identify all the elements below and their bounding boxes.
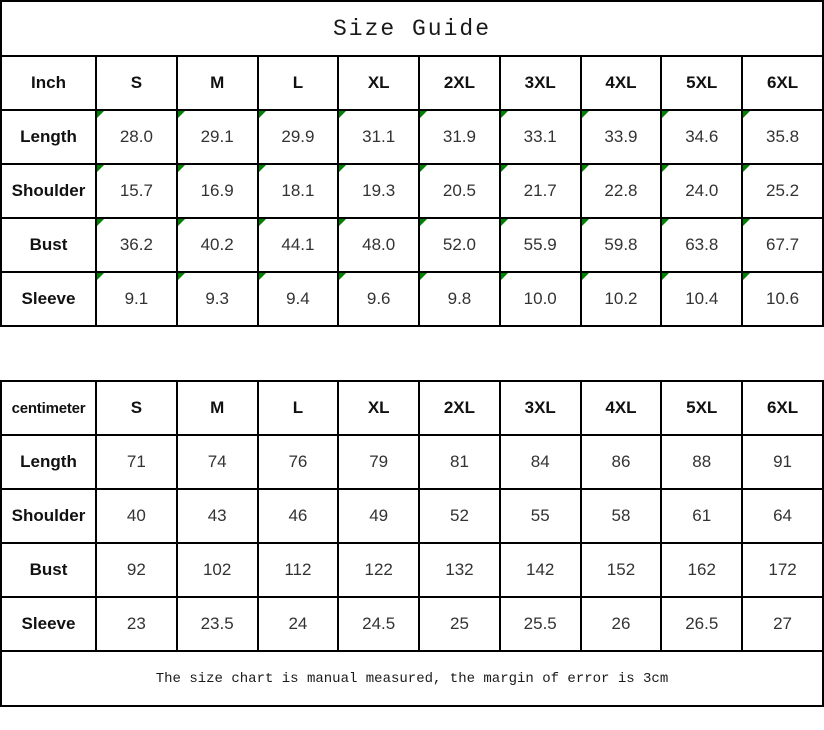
value-cell — [258, 218, 339, 272]
value-cell — [581, 164, 662, 218]
green-triangle-icon — [501, 219, 508, 226]
column-header: M — [177, 56, 258, 110]
value-cell — [338, 164, 419, 218]
cell-value: 29.1 — [200, 127, 234, 146]
row-label: Bust — [1, 218, 96, 272]
column-header: L — [258, 56, 339, 110]
green-triangle-icon — [259, 165, 266, 172]
cell-value: 52.0 — [442, 235, 476, 254]
value-cell: 81 — [419, 435, 500, 489]
green-triangle-icon — [420, 165, 427, 172]
cell-value: 31.1 — [362, 127, 396, 146]
inch-bust-row — [1, 218, 823, 272]
value-cell: 91 — [742, 435, 823, 489]
value-cell: 112 — [258, 543, 339, 597]
row-label: Shoulder — [1, 164, 96, 218]
row-label: Sleeve — [1, 597, 96, 651]
green-triangle-icon — [501, 273, 508, 280]
column-header: 4XL — [581, 381, 662, 435]
value-cell: 64 — [742, 489, 823, 543]
value-cell — [661, 218, 742, 272]
value-cell — [742, 272, 823, 326]
value-cell — [96, 164, 177, 218]
value-cell — [581, 218, 662, 272]
table-spacer — [0, 327, 824, 382]
column-header: 3XL — [500, 381, 581, 435]
cell-value: 24.0 — [685, 181, 719, 200]
cell-value: 34.6 — [685, 127, 719, 146]
green-triangle-icon — [743, 273, 750, 280]
column-header: L — [258, 381, 339, 435]
cell-value: 10.4 — [685, 289, 719, 308]
value-cell: 92 — [96, 543, 177, 597]
green-triangle-icon — [743, 219, 750, 226]
value-cell: 61 — [661, 489, 742, 543]
column-header: XL — [338, 381, 419, 435]
green-triangle-icon — [339, 111, 346, 118]
value-cell: 79 — [338, 435, 419, 489]
value-cell — [742, 164, 823, 218]
cell-value: 40.2 — [200, 235, 234, 254]
green-triangle-icon — [501, 165, 508, 172]
value-cell — [742, 218, 823, 272]
value-cell — [96, 110, 177, 164]
cell-value: 9.3 — [205, 289, 229, 308]
row-label: Length — [1, 110, 96, 164]
green-triangle-icon — [97, 111, 104, 118]
column-header: 3XL — [500, 56, 581, 110]
page-title: Size Guide — [0, 0, 824, 57]
green-triangle-icon — [501, 111, 508, 118]
value-cell — [500, 110, 581, 164]
cm-header-row — [1, 381, 823, 435]
column-header: S — [96, 56, 177, 110]
value-cell — [338, 218, 419, 272]
green-triangle-icon — [420, 111, 427, 118]
value-cell — [661, 272, 742, 326]
cell-value: 67.7 — [766, 235, 800, 254]
value-cell — [661, 110, 742, 164]
row-label: Sleeve — [1, 272, 96, 326]
value-cell — [581, 272, 662, 326]
row-label: Bust — [1, 543, 96, 597]
value-cell: 43 — [177, 489, 258, 543]
cell-value: 10.6 — [766, 289, 800, 308]
value-cell — [661, 164, 742, 218]
value-cell: 25 — [419, 597, 500, 651]
value-cell: 86 — [581, 435, 662, 489]
value-cell: 26.5 — [661, 597, 742, 651]
cell-value: 9.8 — [447, 289, 472, 308]
cell-value: 48.0 — [362, 235, 396, 254]
value-cell: 132 — [419, 543, 500, 597]
value-cell: 142 — [500, 543, 581, 597]
value-cell: 152 — [581, 543, 662, 597]
value-cell: 88 — [661, 435, 742, 489]
value-cell — [581, 110, 662, 164]
cell-value: 33.1 — [523, 127, 557, 146]
green-triangle-icon — [97, 273, 104, 280]
value-cell — [177, 164, 258, 218]
column-header: 6XL — [742, 381, 823, 435]
unit-header: Inch — [1, 56, 96, 110]
inch-length-row — [1, 110, 823, 164]
value-cell: 122 — [338, 543, 419, 597]
green-triangle-icon — [259, 219, 266, 226]
value-cell: 102 — [177, 543, 258, 597]
green-triangle-icon — [743, 111, 750, 118]
cell-value: 25.2 — [766, 181, 800, 200]
value-cell — [338, 272, 419, 326]
value-cell: 49 — [338, 489, 419, 543]
cm-bust-row — [1, 543, 823, 597]
value-cell: 162 — [661, 543, 742, 597]
value-cell — [338, 110, 419, 164]
cell-value: 63.8 — [685, 235, 719, 254]
green-triangle-icon — [582, 111, 589, 118]
green-triangle-icon — [259, 273, 266, 280]
value-cell: 52 — [419, 489, 500, 543]
inch-sleeve-row — [1, 272, 823, 326]
green-triangle-icon — [178, 273, 185, 280]
cell-value: 55.9 — [523, 235, 557, 254]
cell-value: 9.1 — [124, 289, 149, 308]
value-cell: 76 — [258, 435, 339, 489]
value-cell — [500, 218, 581, 272]
cell-value: 10.0 — [523, 289, 557, 308]
green-triangle-icon — [420, 219, 427, 226]
inch-table — [0, 55, 824, 327]
green-triangle-icon — [582, 273, 589, 280]
value-cell — [500, 272, 581, 326]
value-cell: 24 — [258, 597, 339, 651]
value-cell: 40 — [96, 489, 177, 543]
cell-value: 18.1 — [281, 181, 315, 200]
footer-note: The size chart is manual measured, the margin of error is 3cm — [0, 650, 824, 707]
value-cell — [742, 110, 823, 164]
value-cell — [258, 272, 339, 326]
value-cell: 55 — [500, 489, 581, 543]
value-cell — [177, 110, 258, 164]
green-triangle-icon — [662, 219, 669, 226]
cell-value: 28.0 — [119, 127, 153, 146]
value-cell — [419, 110, 500, 164]
unit-header: centimeter — [1, 381, 96, 435]
green-triangle-icon — [582, 219, 589, 226]
cell-value: 35.8 — [766, 127, 800, 146]
value-cell — [96, 272, 177, 326]
value-cell — [419, 218, 500, 272]
value-cell: 26 — [581, 597, 662, 651]
cell-value: 15.7 — [119, 181, 153, 200]
green-triangle-icon — [97, 165, 104, 172]
value-cell: 46 — [258, 489, 339, 543]
value-cell — [500, 164, 581, 218]
value-cell — [177, 272, 258, 326]
cell-value: 29.9 — [281, 127, 315, 146]
cell-value: 36.2 — [119, 235, 153, 254]
column-header: S — [96, 381, 177, 435]
cell-value: 16.9 — [200, 181, 234, 200]
column-header: 2XL — [419, 381, 500, 435]
value-cell: 27 — [742, 597, 823, 651]
cell-value: 31.9 — [442, 127, 476, 146]
inch-header-row — [1, 56, 823, 110]
value-cell: 24.5 — [338, 597, 419, 651]
value-cell: 74 — [177, 435, 258, 489]
column-header: 5XL — [661, 56, 742, 110]
cell-value: 33.9 — [604, 127, 638, 146]
cell-value: 22.8 — [604, 181, 638, 200]
cm-sleeve-row — [1, 597, 823, 651]
column-header: M — [177, 381, 258, 435]
green-triangle-icon — [97, 219, 104, 226]
centimeter-table — [0, 380, 824, 652]
column-header: 4XL — [581, 56, 662, 110]
value-cell: 71 — [96, 435, 177, 489]
value-cell: 172 — [742, 543, 823, 597]
value-cell — [419, 272, 500, 326]
column-header: XL — [338, 56, 419, 110]
value-cell — [258, 110, 339, 164]
row-label: Shoulder — [1, 489, 96, 543]
column-header: 6XL — [742, 56, 823, 110]
green-triangle-icon — [662, 273, 669, 280]
cell-value: 59.8 — [604, 235, 638, 254]
green-triangle-icon — [582, 165, 589, 172]
value-cell: 58 — [581, 489, 662, 543]
value-cell: 23 — [96, 597, 177, 651]
value-cell — [177, 218, 258, 272]
green-triangle-icon — [339, 273, 346, 280]
green-triangle-icon — [178, 165, 185, 172]
value-cell — [419, 164, 500, 218]
column-header: 2XL — [419, 56, 500, 110]
column-header: 5XL — [661, 381, 742, 435]
green-triangle-icon — [339, 219, 346, 226]
green-triangle-icon — [178, 219, 185, 226]
row-label: Length — [1, 435, 96, 489]
green-triangle-icon — [420, 273, 427, 280]
cell-value: 19.3 — [362, 181, 396, 200]
cell-value: 20.5 — [442, 181, 476, 200]
green-triangle-icon — [662, 111, 669, 118]
value-cell — [96, 218, 177, 272]
cm-shoulder-row — [1, 489, 823, 543]
value-cell — [258, 164, 339, 218]
cell-value: 21.7 — [523, 181, 557, 200]
green-triangle-icon — [662, 165, 669, 172]
green-triangle-icon — [339, 165, 346, 172]
cell-value: 44.1 — [281, 235, 315, 254]
cell-value: 9.6 — [366, 289, 391, 308]
value-cell: 84 — [500, 435, 581, 489]
green-triangle-icon — [259, 111, 266, 118]
cell-value: 10.2 — [604, 289, 638, 308]
value-cell: 25.5 — [500, 597, 581, 651]
inch-shoulder-row — [1, 164, 823, 218]
value-cell: 23.5 — [177, 597, 258, 651]
cell-value: 9.4 — [286, 289, 310, 308]
cm-length-row — [1, 435, 823, 489]
green-triangle-icon — [743, 165, 750, 172]
green-triangle-icon — [178, 111, 185, 118]
